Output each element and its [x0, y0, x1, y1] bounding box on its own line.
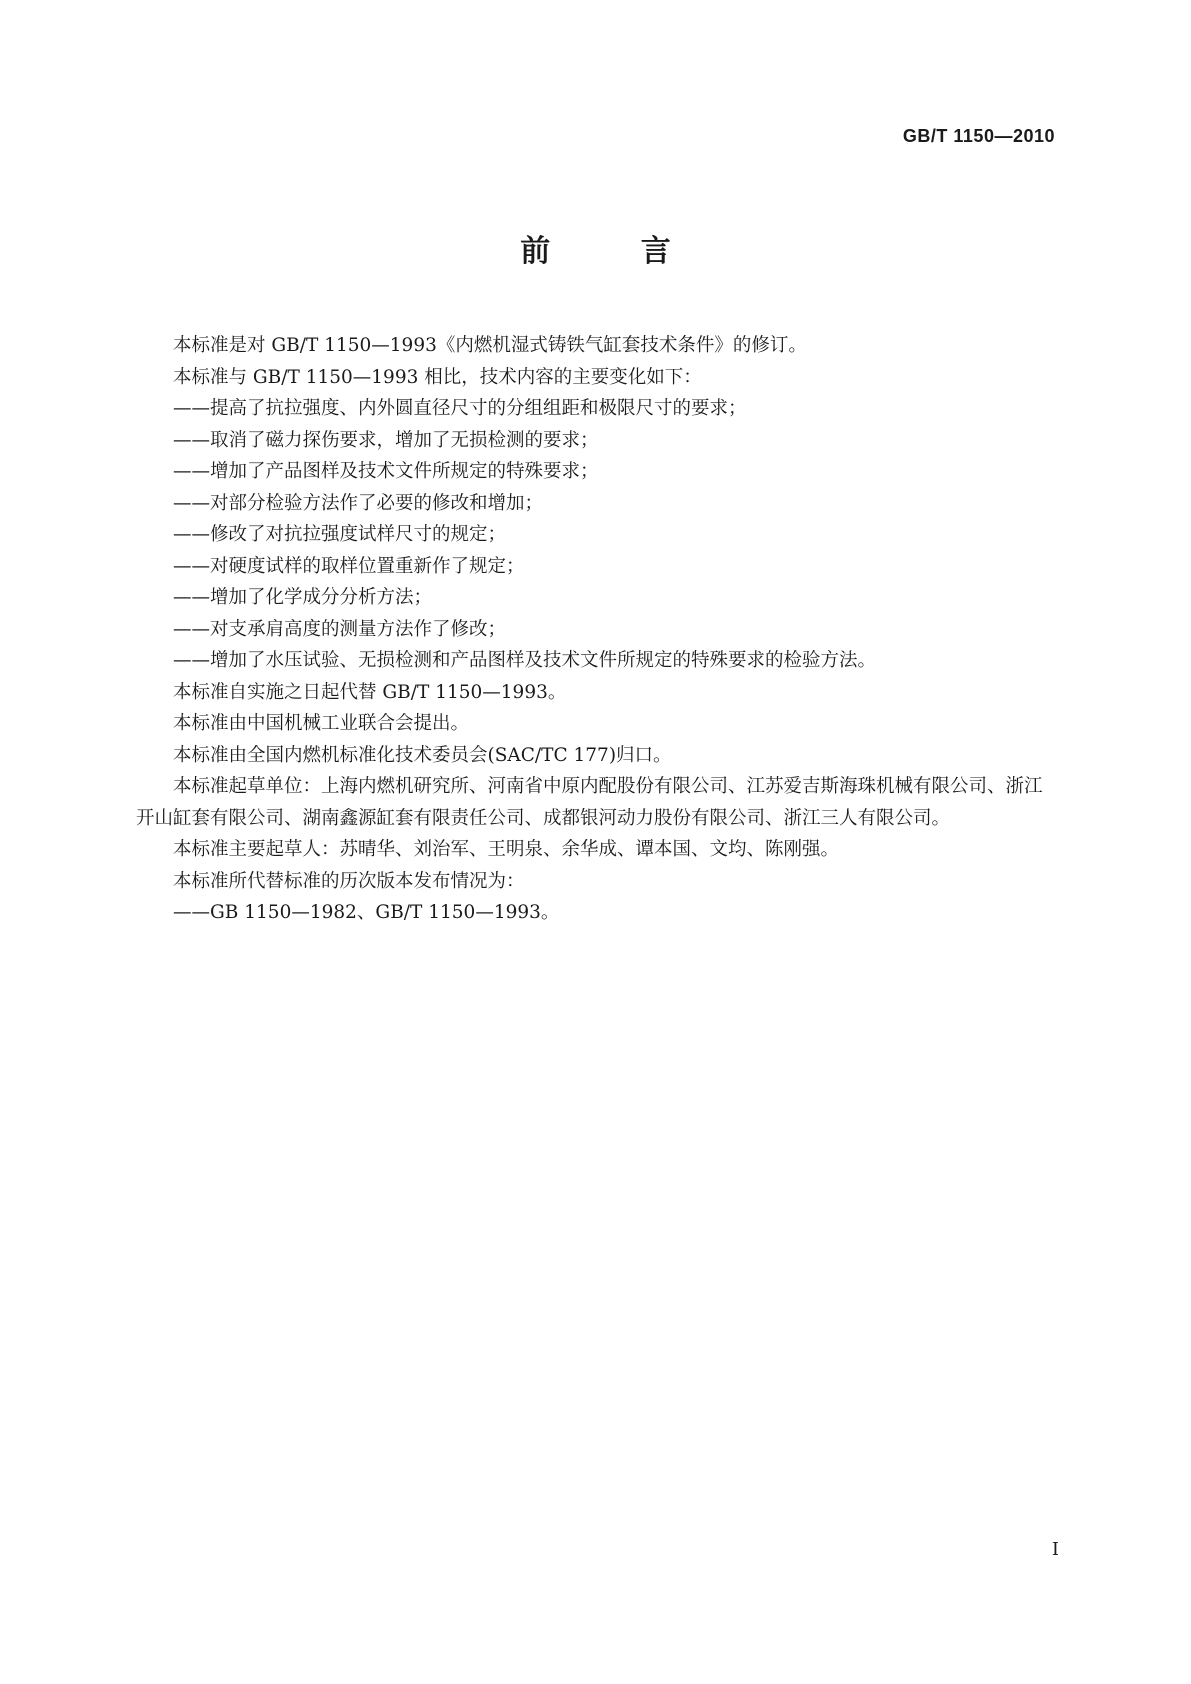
paragraph-drafters: 本标准主要起草人：苏晴华、刘治军、王明泉、余华成、谭本国、文均、陈刚强。: [173, 839, 840, 860]
paragraph-changes-intro: 本标准与 GB/T 1150—1993 相比，技术内容的主要变化如下：: [173, 366, 702, 388]
list-item: ——对支承肩高度的测量方法作了修改；: [173, 618, 507, 640]
page-number: I: [1051, 1539, 1059, 1560]
paragraph-history-intro: 本标准所代替标准的历次版本发布情况为：: [173, 870, 525, 892]
list-item: ——对部分检验方法作了必要的修改和增加；: [173, 492, 544, 514]
list-item: ——GB 1150—1982、GB/T 1150—1993。: [173, 902, 560, 923]
paragraph-committee: 本标准由全国内燃机标准化技术委员会(SAC/TC 177)归口。: [173, 744, 672, 766]
list-item: ——提高了抗拉强度、内外圆直径尺寸的分组组距和极限尺寸的要求；: [173, 398, 747, 419]
standard-code: GB/T 1150—2010: [902, 126, 1055, 146]
paragraph-drafting-units: 本标准起草单位：上海内燃机研究所、河南省中原内配股份有限公司、江苏爱吉斯海珠机械有限公司、浙江开山缸套有限公司、湖南鑫源缸套有限责任公司、成都银河动力股份有限公司、浙江三人有限公司。: [136, 776, 1043, 829]
paragraph-replaces: 本标准自实施之日起代替 GB/T 1150—1993。: [173, 681, 567, 703]
list-item: ——对硬度试样的取样位置重新作了规定；: [173, 555, 525, 577]
list-item: ——增加了化学成分分析方法；: [173, 587, 433, 608]
paragraph-proposed-by: 本标准由中国机械工业联合会提出。: [173, 713, 470, 734]
document-body: [136, 330, 1056, 929]
paragraph-revision: 本标准是对 GB/T 1150—1993《内燃机湿式铸铁气缸套技术条件》的修订。: [173, 335, 807, 356]
list-item: ——修改了对抗拉强度试样尺寸的规定；: [173, 524, 507, 545]
list-item: ——取消了磁力探伤要求，增加了无损检测的要求；: [173, 429, 599, 451]
list-item: ——增加了产品图样及技术文件所规定的特殊要求；: [173, 461, 599, 482]
list-item: ——增加了水压试验、无损检测和产品图样及技术文件所规定的特殊要求的检验方法。: [173, 650, 877, 671]
page-title: 前 言: [520, 234, 711, 269]
